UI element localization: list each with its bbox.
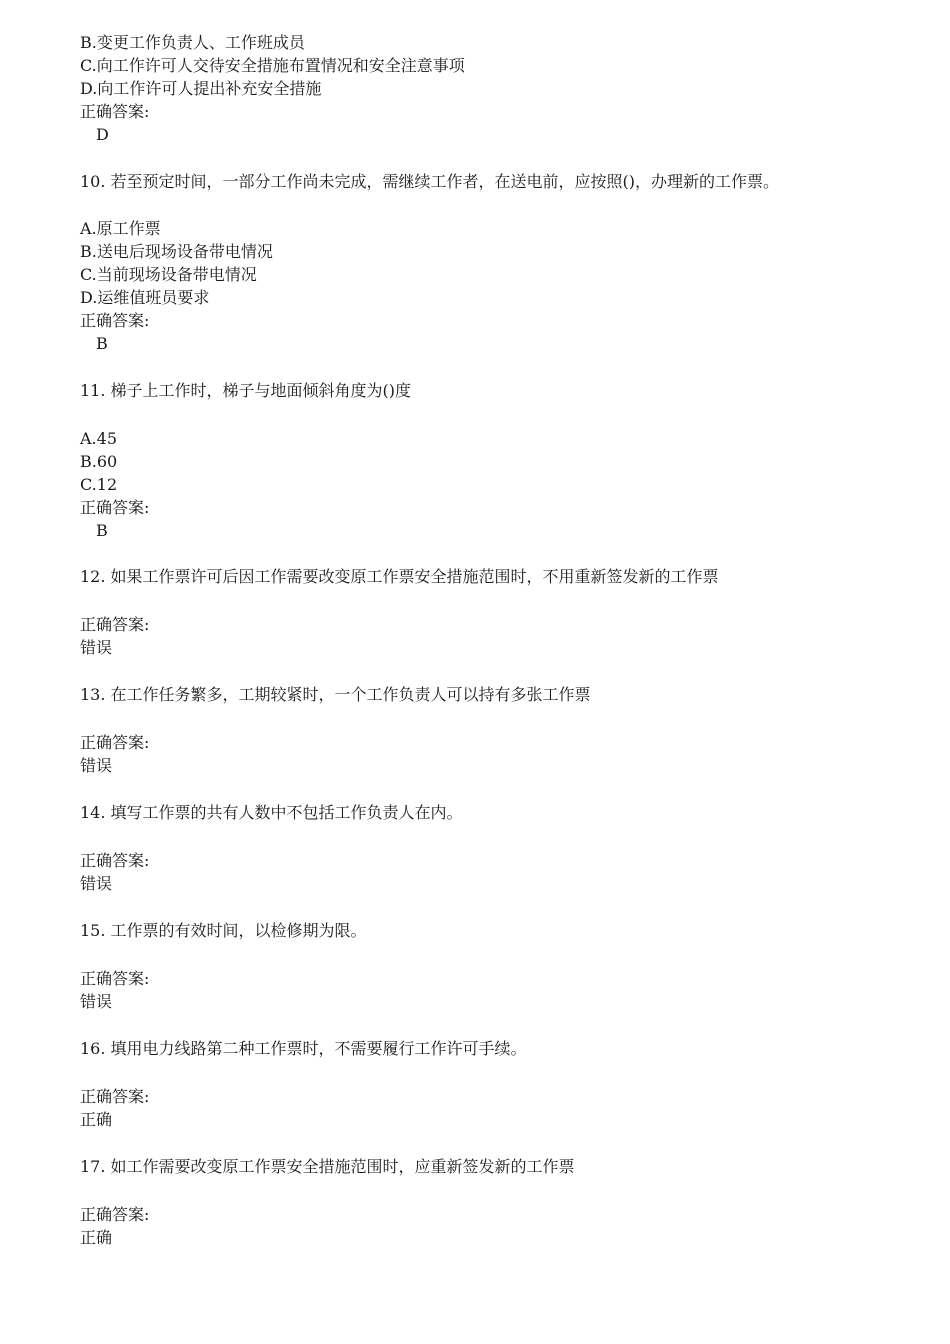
answer-value: B	[96, 334, 108, 353]
option-c: C.向工作许可人交待安全措施布置情况和安全注意事项	[80, 56, 465, 75]
question-15: 15. 工作票的有效时间，以检修期为限。	[80, 921, 367, 940]
question-17: 17. 如工作需要改变原工作票安全措施范围时，应重新签发新的工作票	[80, 1157, 575, 1176]
question-16: 16. 填用电力线路第二种工作票时，不需要履行工作许可手续。	[80, 1039, 527, 1058]
answer-value: 正确	[80, 1228, 113, 1247]
option-d: D.向工作许可人提出补充安全措施	[80, 79, 322, 98]
answer-value: B	[96, 521, 108, 540]
answer-value: 错误	[80, 874, 113, 893]
answer-value: D	[96, 125, 109, 144]
question-13: 13. 在工作任务繁多，工期较紧时，一个工作负责人可以持有多张工作票	[80, 685, 591, 704]
answer-label: 正确答案:	[80, 733, 150, 752]
option-a: A.45	[80, 429, 117, 448]
answer-label: 正确答案:	[80, 615, 150, 634]
option-b: B.送电后现场设备带电情况	[80, 242, 273, 261]
answer-value: 错误	[80, 756, 113, 775]
answer-label: 正确答案:	[80, 311, 150, 330]
question-12: 12. 如果工作票许可后因工作需要改变原工作票安全措施范围时，不用重新签发新的工作票	[80, 567, 719, 586]
option-d: D.运维值班员要求	[80, 288, 210, 307]
answer-label: 正确答案:	[80, 851, 150, 870]
answer-label: 正确答案:	[80, 1205, 150, 1224]
question-14: 14. 填写工作票的共有人数中不包括工作负责人在内。	[80, 803, 463, 822]
option-c: C.12	[80, 475, 118, 494]
option-b: B.60	[80, 452, 118, 471]
answer-label: 正确答案:	[80, 498, 150, 517]
option-c: C.当前现场设备带电情况	[80, 265, 257, 284]
answer-label: 正确答案:	[80, 1087, 150, 1106]
answer-value: 正确	[80, 1110, 113, 1129]
answer-value: 错误	[80, 992, 113, 1011]
option-a: A.原工作票	[80, 219, 161, 238]
answer-label: 正确答案:	[80, 102, 150, 121]
answer-value: 错误	[80, 638, 113, 657]
question-10: 10. 若至预定时间，一部分工作尚未完成，需继续工作者，在送电前，应按照()，办理新的工作票。	[80, 172, 780, 191]
question-11: 11. 梯子上工作时，梯子与地面倾斜角度为()度	[80, 381, 412, 400]
option-b: B.变更工作负责人、工作班成员	[80, 33, 305, 52]
answer-label: 正确答案:	[80, 969, 150, 988]
